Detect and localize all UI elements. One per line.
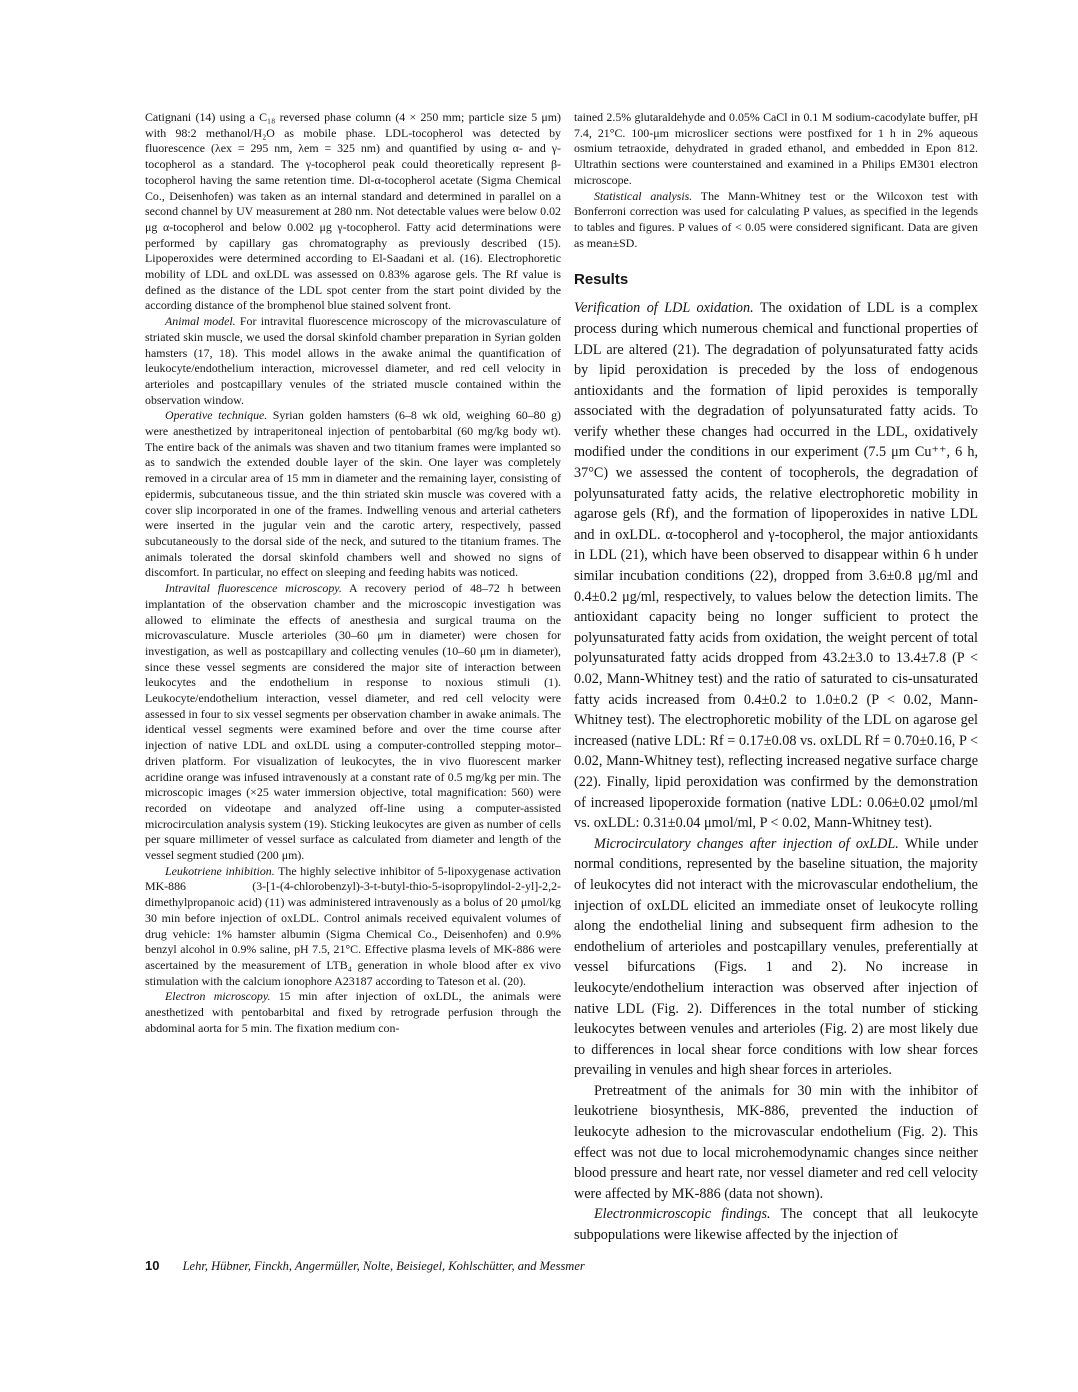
paragraph-intravital-microscopy [145,581,561,864]
electronmicroscopic-findings-heading: Electronmicroscopic findings. [594,1206,771,1223]
running-authors: Lehr, Hübner, Finckh, Angermüller, Nolte, Beisiegel, Kohlschütter, and Messmer [182,1259,585,1273]
paragraph-pretreatment: Pretreatment of the animals for 30 min with the inhibitor of leukotriene biosynthesis, MK-886, prevented the induction of leukocyte adhesion to the microvascular endothelium (Fig. 2). This effect was not due to local microhemodynamic changes since neither blood pressure and heart rate, nor vessel diameter and red cell velocity were affected by MK-886 (data not shown). [574,1082,978,1202]
paragraph-electronmicroscopic-findings [574,1204,978,1245]
animal-model-heading: Animal model. [165,314,236,329]
left-column [145,110,561,1036]
operative-technique-heading: Operative technique. [165,408,268,423]
electron-microscopy-text: 15 min after injection of oxLDL, the animals were anesthetized with pentobarbital and fixed by retrograde perfusion through the abdominal aorta for 5 min. The fixation medium con- [145,989,561,1035]
verification-text: The oxidation of LDL is a complex process during which numerous chemical and functional properties of LDL are altered (21). The degradation of polyunsaturated fatty acids by lipid peroxidation is preceded by the loss of endogenous antioxidants and the formation of lipid peroxides is temporally associated with the degradation of polyunsaturated fatty acids. To verify whether these changes had occurred in the LDL, oxidatively modified under the conditions in our experiment (7.5 μm Cu⁺⁺, 6 h, 37°C) we assessed the content of tocopherols, the degradation of polyunsaturated fatty acids, the relative electrophoretic mobility in agarose gels (Rf), and the formation of lipoperoxides in native LDL and in oxLDL. α-tocopherol and γ-tocopherol, the major antioxidants in LDL (21), which have been observed to disappear within 6 h under similar incubation conditions (22), dropped from 3.6±0.8 μg/ml and 0.4±0.2 μg/ml, respectively, to values below the detection limits. The antioxidant capacity being no longer sufficient to protect the polyunsaturated fatty acids from oxidation, the weight percent of total polyunsaturated fatty acids dropped from 43.2±3.0 to 13.4±7.8 (P < 0.02, Mann-Whitney test) and the ratio of saturated to cis-unsaturated fatty acids increased from 0.4±0.2 to 1.0±0.2 (P < 0.02, Mann-Whitney test). The electrophoretic mobility of the LDL on agarose gel increased (native LDL: Rf = 0.17±0.08 vs. oxLDL Rf = 0.70±0.16, P < 0.02, Mann-Whitney test), reflecting increased negative surface charge (22). Finally, lipid peroxidation was confirmed by the demonstration of increased lipoperoxide formation (native LDL: 0.06±0.02 μmol/ml vs. oxLDL: 0.31±0.04 μmol/ml, P < 0.02, Mann-Whitney test). [574,300,978,832]
right-column [574,110,978,1246]
intravital-microscopy-text: A recovery period of 48–72 h between implantation of the observation chamber and the microscopic investigation was allowed to eliminate the effects of anesthesia and surgical trauma on the microvasculature. Muscle arterioles (30–60 μm in diameter) were chosen for investigation, as well as postcapillary and collecting venules (10–60 μm in diameter), since these vessel segments are considered the major site of interaction between leukocytes and the endothelium in response to noxious stimuli (1). Leukocyte/endothelium interaction, vessel diameter, and red cell velocity were assessed in four to six vessel segments per observation chamber in awake animals. The identical vessel segments were examined before and over the time course after injection of native LDL and oxLDL using a computer-controlled stepping motor–driven platform. For visualization of leukocytes, the in vivo fluorescent marker acridine orange was infused intravenously at a constant rate of 0.5 mg/kg per min. The microscopic images (×25 water immersion objective, total magnification: 560) were recorded on videotape and analyzed off-line using a computer-assisted microcirculation analysis system (19). Sticking leukocytes are given as number of cells per square millimeter of vessel surface as calculated from diameter and length of the vessel segment studied (200 μm). [145,581,561,863]
page-number: 10 [145,1258,160,1273]
verification-heading: Verification of LDL oxidation. [574,300,754,317]
leukotriene-inhibition-text: The highly selective inhibitor of 5-lipoxygenase activation MK-886 (3-[1-(4-chlorobenzyl)-3-t-butyl-thio-5-isopropylindol-2-yl]-2,2-dimethylpropanoic acid) (11) was administered intravenously as a bolus of 20 μmol/kg 30 min before injection of oxLDL. Control animals received equivalent volumes of drug vehicle: 1% hamster albumin (Sigma Chemical Co., Deisenhofen) and 0.9% benzyl alcohol in 0.9% saline, pH 7.5, 21°C. Effective plasma levels of MK-886 were ascertained by the measurement of LTB₄ generation in whole blood after ex vivo stimulation with the calcium ionophore A23187 according to Tateson et al. (20). [145,863,562,988]
paragraph-verification-ldl-oxidation [574,298,978,833]
leukotriene-inhibition-heading: Leukotriene inhibition. [165,863,275,878]
electronmicroscopic-findings-text: The concept that all leukocyte subpopulations were likewise affected by the injection of [574,1206,978,1244]
paragraph-electron-microscopy [145,989,561,1036]
paragraph-methods-intro: Catignani (14) using a C₁₈ reversed phase column (4 × 250 mm; particle size 5 μm) with 98:2 methanol/H₂O as mobile phase. LDL-tocopherol was detected by fluorescence (λex = 295 nm, λem = 325 nm) and quantified by using α- and γ-tocopherol as a standard. The γ-tocopherol peak could theoretically represent β-tocopherol having the same retention time. Dl-α-tocopherol acetate (Sigma Chemical Co., Deisenhofen) was taken as an internal standard and determined in parallel on a second channel by UV measurement at 280 nm. Not detectable values were below 0.02 μg α-tocopherol and below 0.002 μg γ-tocopherol. Fatty acid determinations were performed by capillary gas chromatography as previously described (15). Lipoperoxides were determined according to El-Saadani et al. (16). Electrophoretic mobility of LDL and oxLDL was assessed on 0.83% agarose gels. The Rf value is defined as the distance of the LDL spot center from the start point divided by the according distance of the bromphenol blue stained solvent front. [145,110,561,313]
paragraph-microcirculatory-changes [574,834,978,1081]
microcirculatory-changes-text: While under normal conditions, represented by the baseline situation, the majority of leukocytes did not interact with the microvascular endothelium, the injection of oxLDL elicited an immediate onset of leukocyte rolling along the endothelial lining and subsequent firm adhesion to the endothelium of arterioles and postcapillary venules, preferentially at vessel bifurcations (Figs. 1 and 2). No increase in leukocyte/endothelium interaction was observed after injection of native LDL (Fig. 2). Differences in the total number of sticking leukocytes between venules and arterioles (Fig. 2) are most likely due to differences in local shear force conditions with low shear forces prevailing in venules and high shear forces in arterioles. [574,835,978,1079]
results-heading: Results [574,271,629,289]
microcirculatory-changes-heading: Microcirculatory changes after injection of oxLDL. [594,835,899,852]
paragraph-statistical-analysis [574,189,978,252]
statistical-analysis-heading: Statistical analysis. [594,188,693,203]
paragraph-electron-microscopy-continued: tained 2.5% glutaraldehyde and 0.05% CaCl in 0.1 M sodium-cacodylate buffer, pH 7.4, 21°C. 100-μm microslicer sections were postfixed for 1 h in 2% aqueous osmium tetraoxide, dehydrated in graded ethanol, and embedded in Epon 812. Ultrathin sections were counterstained and examined in a Philips EM301 electron microscope. [574,110,978,187]
intravital-microscopy-heading: Intravital fluorescence microscopy. [165,581,342,596]
methods-continuation [574,110,978,251]
operative-technique-text: Syrian golden hamsters (6–8 wk old, weighing 60–80 g) were anesthetized by intraperitoneal injection of pentobarbital (60 mg/kg body wt). The entire back of the animals was shaven and two titanium frames were implanted so as to sandwich the extended double layer of the skin. One layer was completely removed in a circular area of 15 mm in diameter and the remaining layer, consisting of epidermis, subcutaneous tissue, and the thin striated skin muscle was covered with a cover slip incorporated in one of the frames. Indwelling venous and arterial catheters were inserted in the jugular vein and the carotic artery, respectively, passed subcutaneously to the dorsal side of the neck, and sutured to the titanium frames. The animals tolerated the dorsal skinfold chambers well and showed no signs of discomfort. In particular, no effect on sleeping and feeding habits was noticed. [145,408,561,580]
electron-microscopy-heading: Electron microscopy. [165,989,271,1004]
animal-model-text: For intravital fluorescence microscopy of the microvasculature of striated skin muscle, we used the dorsal skinfold chamber preparation in Syrian golden hamsters (17, 18). This model allows in the awake animal the quantification of leukocyte/endothelium interaction, microvessel diameter, and red cell velocity in arterioles and postcapillary venules of the striated muscle contained within the observation window. [145,314,561,407]
paragraph-operative-technique [145,408,561,581]
results-body [574,298,978,1245]
statistical-analysis-text: The Mann-Whitney test or the Wilcoxon test with Bonferroni correction was used for calculating P values, as specified in the legends to tables and figures. P values of < 0.05 were considered significant. Data are given as mean±SD. [574,188,978,250]
paragraph-animal-model [145,314,561,408]
page-footer [145,1258,585,1274]
paragraph-leukotriene-inhibition [145,864,561,990]
